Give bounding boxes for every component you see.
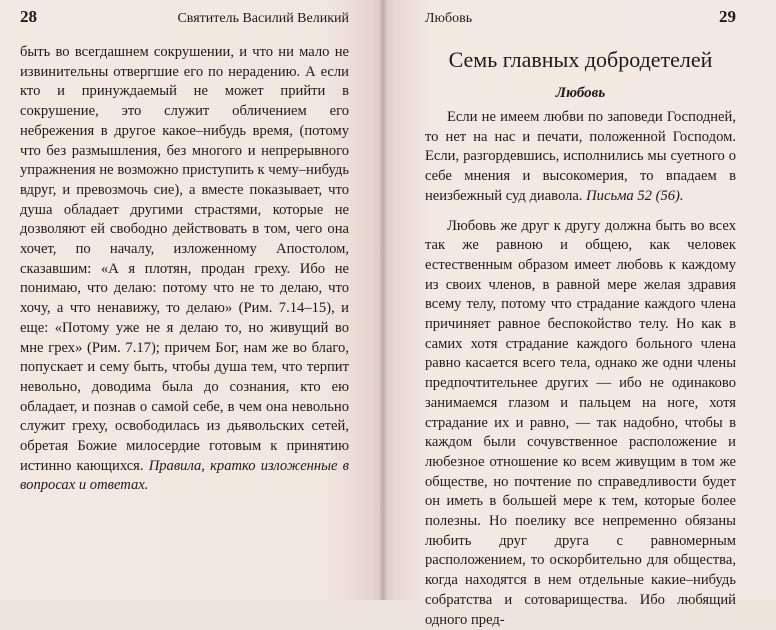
right-page	[383, 0, 776, 628]
left-paragraph-source: Правила, кратко изложенные в вопросах и ответах.	[20, 457, 349, 494]
left-paragraph	[20, 43, 349, 496]
left-text	[20, 43, 349, 496]
left-page	[0, 0, 383, 600]
right-paragraph-1	[425, 108, 736, 207]
left-paragraph-text: быть во всегдашнем сокрушении, и что ни мало не извинительны отвергшие его по нерадению. А если кто и принуждаемый не может прийти в сокрушение, это служит обличением его небрежения в другое какое–нибудь время, (потому что без размышления, без многого и непрерывного упражнения не возможно приступить к чему–нибудь вдруг, и превозмочь сие), а вместе показывает, что душа обладает другими страстями, которые не дозволяют ей свободно действовать в том, чего она хочет, по началу, изложенному Апостолом, сказавшим: «А я плотян, продан греху. Ибо не понимаю, что делаю: потому что не то делаю, что хочу, а что ненавижу, то делаю» (Рим. 7.14–15), и еще: «Потому уже не я делаю то, но живущий во мне грех» (Рим. 7.17); причем Бог, нам же во благо, попускает и сему быть, чтобы душа тем, что терпит невольно, доводима была до сознания, кто ею обладает, и познав о самой себе, в чем она невольно служит греху, освободилась из дьявольских сетей, обретая Божие милосердие готовым к принятию истинно кающихся.	[20, 44, 349, 474]
chapter-title: Семь главных добродетелей	[448, 47, 713, 72]
right-paragraph-2-text: Любовь же друг к другу должна быть во всех так же равною и общею, как человек естественным образом имеет любовь к каждому из своих членов, в равной мере желая здравия всему телу, потому что страдание каждого члена причиняет равное беспокойство телу. Но как в самих хотя страдание каждого больного члена равно касается всего тела, однако же одни члены предпочтительнее других — ибо не одинаково занимаемся глазом и пальцем на ноге, хотя страдание их и равно, — так надобно, чтобы в каждом были сочувственное расположение и любезное отношение ко всем живущим в том же обществе, но почтение по справедливости будет он иметь в большей мере к тем, которые более полезны. Но поелику все непременно обязаны любить друг друга с равномерным расположением, то оскорбительно для общества, когда находятся в нем отдельные какие–нибудь собратства и сотоварищества. Ибо любящий одного пред-	[425, 217, 736, 628]
right-page-number: 29	[719, 7, 736, 26]
right-paragraph-2	[425, 217, 736, 630]
right-running-title: Любовь	[425, 11, 473, 26]
left-running-title: Святитель Василий Великий	[177, 11, 349, 26]
left-page-number: 28	[20, 7, 37, 26]
right-text	[425, 108, 736, 630]
right-paragraph-1-source: Письма 52 (56).	[586, 187, 684, 204]
book-gutter	[380, 0, 386, 600]
section-title: Любовь	[555, 85, 606, 101]
right-paragraph-1-text: Если не имеем любви по заповеди Господней, то нет на нас и печати, положенной Господом. Если, разгордевшись, исполнились мы суетного о себе мнения и высокомерия, то впадаем в неизбежный суд диавола.	[425, 109, 736, 204]
right-running-head	[425, 7, 736, 33]
left-running-head	[20, 7, 349, 33]
